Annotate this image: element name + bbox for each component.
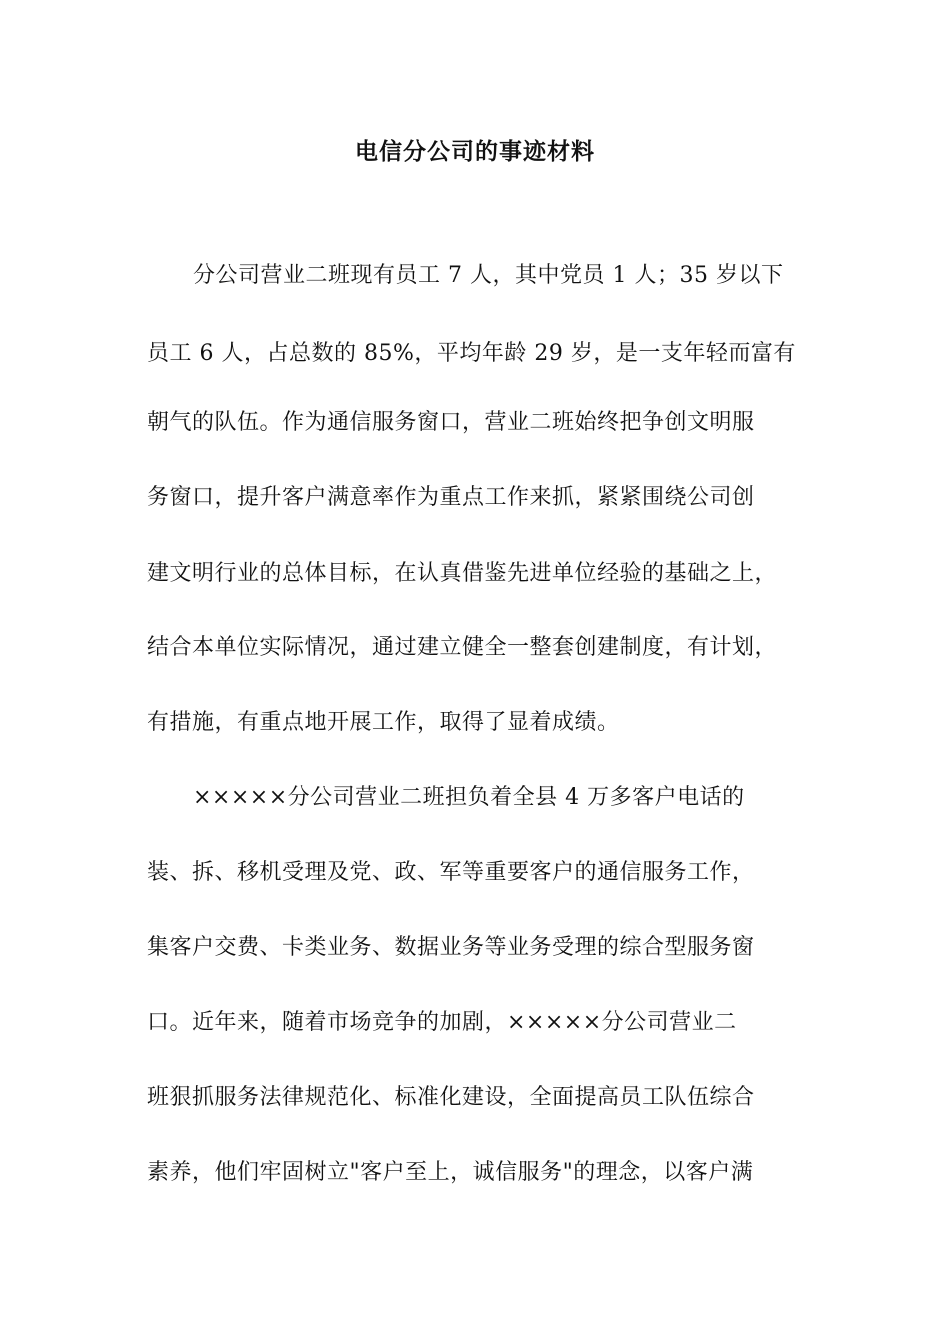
paragraph-1-line-7: 有措施，有重点地开展工作，取得了显着成绩。 <box>147 710 620 735</box>
paragraph-2-line-3: 集客户交费、卡类业务、数据业务等业务受理的综合型服务窗 <box>147 935 755 960</box>
paragraph-2-line-6: 素养，他们牢固树立"客户至上，诚信服务"的理念，以客户满 <box>147 1160 754 1185</box>
paragraph-1-line-6: 结合本单位实际情况，通过建立健全一整套创建制度，有计划， <box>147 635 778 660</box>
paragraph-1-line-2: 员工 6 人，占总数的 85%，平均年龄 29 岁，是一支年轻而富有 <box>147 341 796 366</box>
paragraph-1-line-1: 分公司营业二班现有员工 7 人，其中党员 1 人；35 岁以下 <box>193 263 784 288</box>
paragraph-2-line-5: 班狠抓服务法律规范化、标准化建设，全面提高员工队伍综合 <box>147 1085 755 1110</box>
document-title: 电信分公司的事迹材料 <box>355 138 595 165</box>
paragraph-2-line-1: ×××××分公司营业二班担负着全县 4 万多客户电话的 <box>193 785 745 810</box>
paragraph-2-line-4: 口。近年来，随着市场竞争的加剧，×××××分公司营业二 <box>147 1010 737 1035</box>
paragraph-1-line-3: 朝气的队伍。作为通信服务窗口，营业二班始终把争创文明服 <box>147 410 755 435</box>
paragraph-1-line-5: 建文明行业的总体目标，在认真借鉴先进单位经验的基础之上， <box>147 561 778 586</box>
paragraph-2-line-2: 装、拆、移机受理及党、政、军等重要客户的通信服务工作， <box>147 860 755 885</box>
paragraph-1-line-4: 务窗口，提升客户满意率作为重点工作来抓，紧紧围绕公司创 <box>147 485 755 510</box>
